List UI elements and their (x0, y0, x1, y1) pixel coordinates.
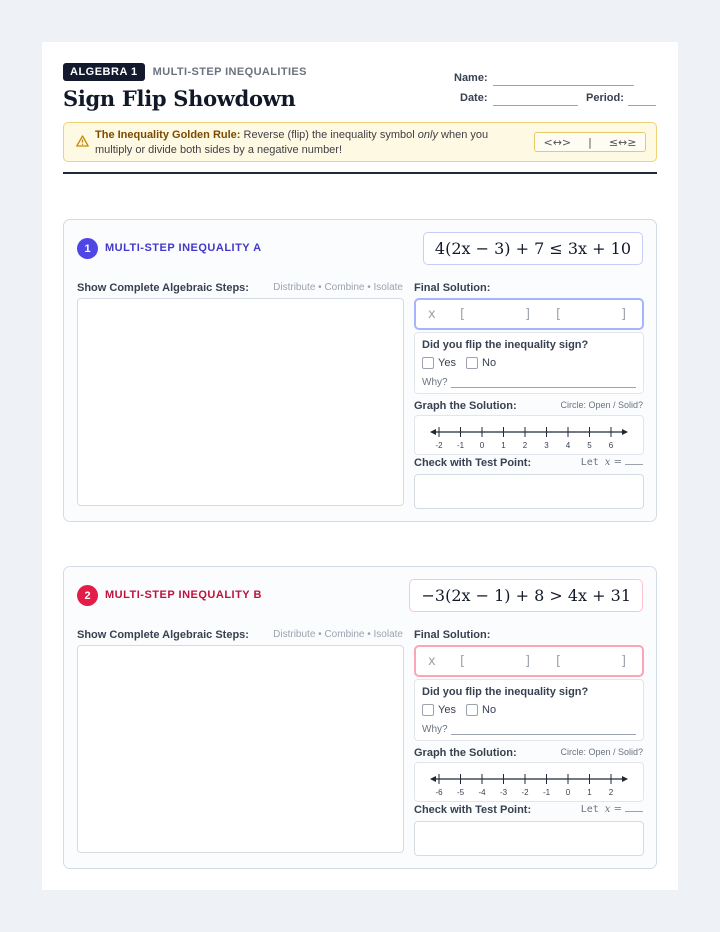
golden-rule-banner (63, 122, 657, 162)
name-label: Name: (454, 72, 488, 84)
solution-bracket-open-2: [ (556, 654, 562, 669)
tick-label: -2 (435, 441, 443, 450)
check-label: Check with Test Point: (414, 804, 532, 816)
why-input[interactable] (451, 734, 636, 735)
tick-label: -3 (499, 788, 508, 797)
date-field[interactable] (493, 105, 578, 106)
problem-equation: 4(2x − 3) + 7 ≤ 3x + 10 (423, 232, 643, 265)
rule-bold: The Inequality Golden Rule: (95, 129, 241, 141)
flip-question: Did you flip the inequality sign? (422, 686, 589, 698)
no-label: No (482, 704, 497, 716)
let-x-input[interactable] (625, 811, 643, 812)
no-checkbox[interactable] (466, 357, 478, 369)
yes-checkbox[interactable] (422, 357, 434, 369)
number-line[interactable] (414, 415, 644, 455)
arrow-right-icon (622, 429, 628, 435)
symbol-le-ge: ≤↔≥ (608, 135, 637, 149)
test-point-box[interactable] (414, 474, 644, 509)
solution-input[interactable] (414, 645, 644, 677)
why-input[interactable] (451, 387, 636, 388)
tick-label: -5 (456, 788, 465, 797)
solution-input[interactable] (414, 298, 644, 330)
no-label: No (482, 357, 497, 369)
let-variable: x = (604, 457, 622, 468)
circle-hint: Circle: Open / Solid? (560, 747, 643, 757)
flip-question-box (414, 332, 644, 394)
rule-emph: only (417, 129, 438, 141)
symbol-divider: | (588, 135, 592, 149)
name-field[interactable] (493, 85, 634, 86)
yes-label: Yes (438, 704, 456, 716)
let-x-prompt (581, 804, 643, 815)
tick-label: 1 (501, 441, 506, 450)
problem-card-a (63, 219, 657, 522)
course-badge: ALGEBRA 1 (63, 63, 145, 81)
rule-text (95, 128, 515, 157)
problem-number: 1 (77, 238, 98, 259)
graph-label: Graph the Solution: (414, 747, 517, 759)
flip-question-box (414, 679, 644, 741)
solution-bracket-close-1: ] (525, 307, 531, 322)
tick-label: 6 (608, 441, 614, 450)
solution-bracket-close-2: ] (621, 307, 627, 322)
symbol-flip-box (534, 132, 646, 152)
steps-hint: Distribute • Combine • Isolate (273, 629, 403, 640)
solution-bracket-close-1: ] (525, 654, 531, 669)
check-label: Check with Test Point: (414, 457, 532, 469)
let-x-prompt (581, 457, 643, 468)
solution-variable: x (428, 654, 436, 669)
solution-bracket-close-2: ] (621, 654, 627, 669)
problem-title: MULTI-STEP INEQUALITY A (105, 242, 262, 254)
tick-label: -1 (542, 788, 551, 797)
solution-bracket-open-1: [ (460, 654, 466, 669)
arrow-left-icon (430, 429, 436, 435)
rule-text-b: when you multiply or divide both sides by a negative number! (95, 129, 489, 156)
tick-label: 0 (565, 788, 571, 797)
graph-label: Graph the Solution: (414, 400, 517, 412)
solution-bracket-open-1: [ (460, 307, 466, 322)
why-label: Why? (422, 377, 448, 388)
problem-equation: −3(2x − 1) + 8 > 4x + 31 (409, 579, 643, 612)
arrow-right-icon (622, 776, 628, 782)
tick-label: -2 (521, 788, 529, 797)
page-title: Sign Flip Showdown (63, 86, 296, 111)
no-option[interactable] (466, 357, 496, 369)
warning-icon (76, 135, 89, 147)
steps-label: Show Complete Algebraic Steps: (77, 629, 249, 641)
symbol-lt-gt: <↔> (543, 135, 572, 149)
number-line-svg (415, 416, 643, 454)
rule-text-a: Reverse (flip) the inequality symbol (240, 129, 418, 141)
tick-label: 1 (587, 788, 592, 797)
tick-label: -4 (478, 788, 486, 797)
no-checkbox[interactable] (466, 704, 478, 716)
tick-label: 0 (479, 441, 485, 450)
yes-option[interactable] (422, 357, 456, 369)
let-variable: x = (604, 804, 622, 815)
let-label: Let (580, 804, 599, 815)
solution-bracket-open-2: [ (556, 307, 562, 322)
work-area[interactable] (77, 645, 404, 853)
work-area[interactable] (77, 298, 404, 506)
steps-label: Show Complete Algebraic Steps: (77, 282, 249, 294)
number-line-svg (415, 763, 643, 801)
circle-hint: Circle: Open / Solid? (560, 400, 643, 410)
tick-label: 2 (608, 788, 614, 797)
problem-title: MULTI-STEP INEQUALITY B (105, 589, 262, 601)
tick-label: 5 (587, 441, 592, 450)
tick-label: -1 (456, 441, 465, 450)
date-label: Date: (460, 92, 488, 104)
solution-variable: x (428, 307, 436, 322)
yes-option[interactable] (422, 704, 456, 716)
tick-label: 4 (565, 441, 571, 450)
let-label: Let (580, 457, 599, 468)
no-option[interactable] (466, 704, 496, 716)
problem-number: 2 (77, 585, 98, 606)
number-line[interactable] (414, 762, 644, 802)
test-point-box[interactable] (414, 821, 644, 856)
solution-label: Final Solution: (414, 629, 491, 641)
tick-label: -6 (435, 788, 443, 797)
let-x-input[interactable] (625, 464, 643, 465)
period-field[interactable] (628, 105, 656, 106)
header-tag (63, 63, 307, 81)
solution-label: Final Solution: (414, 282, 491, 294)
yes-checkbox[interactable] (422, 704, 434, 716)
steps-hint: Distribute • Combine • Isolate (273, 282, 403, 293)
flip-question: Did you flip the inequality sign? (422, 339, 589, 351)
why-label: Why? (422, 724, 448, 735)
problem-card-b (63, 566, 657, 869)
topic-label: MULTI-STEP INEQUALITIES (152, 66, 307, 78)
yes-label: Yes (438, 357, 456, 369)
period-label: Period: (586, 92, 624, 104)
header-divider (63, 172, 657, 174)
worksheet (42, 42, 678, 890)
arrow-left-icon (430, 776, 436, 782)
tick-label: 2 (522, 441, 528, 450)
tick-label: 3 (544, 441, 549, 450)
